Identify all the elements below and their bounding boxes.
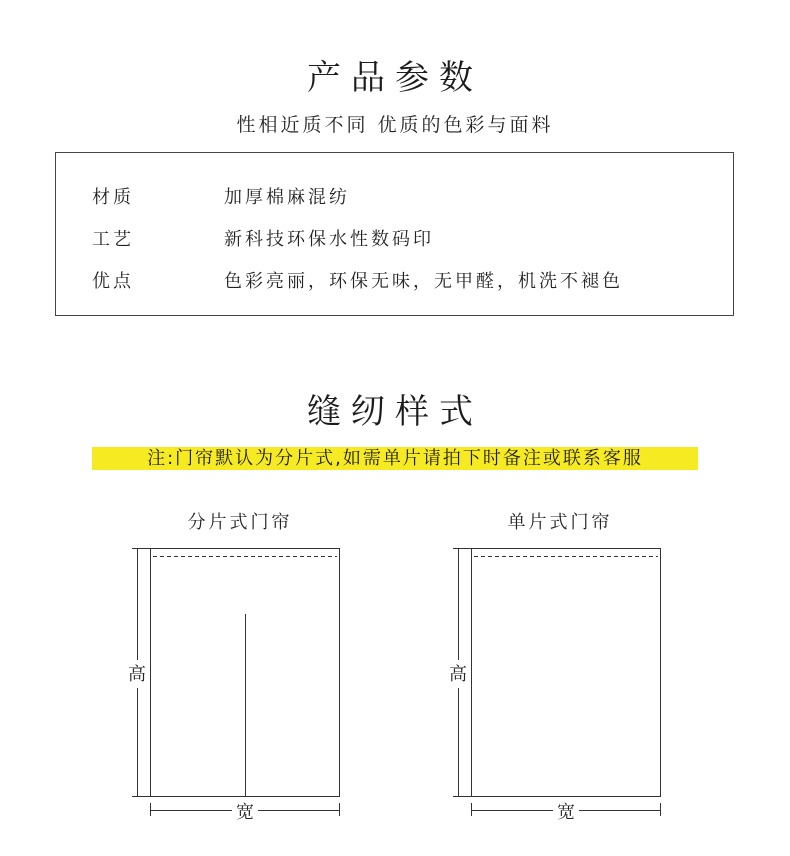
height-label: 高: [449, 664, 467, 685]
diagram-title-split: 分片式门帘: [187, 512, 293, 533]
section-title-params: 产品参数: [307, 58, 483, 98]
curtain-outline: [472, 549, 661, 797]
split-curtain-diagram: [132, 548, 340, 816]
width-label: 宽: [557, 802, 575, 823]
section-subtitle: 性相近质不同 优质的色彩与面料: [236, 114, 554, 136]
spec-value: 色彩亮丽，环保无味，无甲醛，机洗不褪色: [224, 271, 623, 292]
spec-value: 加厚棉麻混纺: [224, 187, 350, 208]
spec-label: 优点: [92, 271, 134, 292]
spec-value: 新科技环保水性数码印: [224, 229, 434, 250]
single-curtain-diagram: [453, 548, 661, 816]
section-title-sewing: 缝纫样式: [307, 392, 483, 432]
note-banner: 注:门帘默认为分片式,如需单片请拍下时备注或联系客服: [92, 447, 698, 470]
height-label: 高: [128, 664, 146, 685]
width-label: 宽: [236, 802, 254, 823]
diagram-title-single: 单片式门帘: [507, 512, 613, 533]
spec-label: 材质: [92, 187, 134, 208]
spec-label: 工艺: [92, 229, 134, 250]
